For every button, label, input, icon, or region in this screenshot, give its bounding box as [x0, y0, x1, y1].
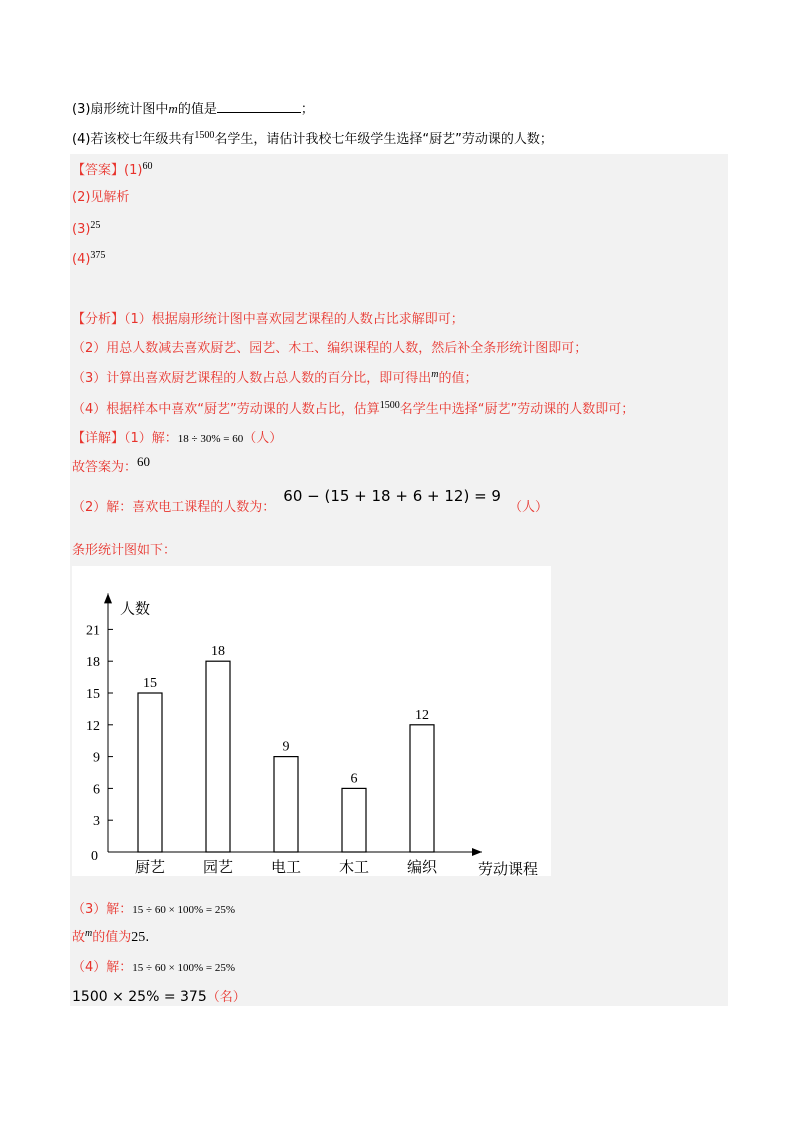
question-4	[72, 130, 553, 151]
y-tick-label: 21	[86, 623, 100, 639]
bar	[410, 725, 434, 852]
analysis-text-2: （2）用总人数减去喜欢厨艺、园艺、木工、编织课程的人数，然后补全条形统计图即可；	[72, 341, 588, 356]
detail-3c-var: m	[85, 928, 93, 939]
analysis-text-4-post: 名学生中选择“厨艺”劳动课的人数即可；	[399, 402, 635, 417]
bar-value-label: 15	[143, 676, 157, 691]
answer-line-1	[72, 161, 152, 182]
detail-2-pre: （2）解：喜欢电工课程的人数为：	[72, 500, 276, 515]
bar	[274, 757, 298, 852]
bar	[206, 661, 230, 852]
detail-4-formula: 15 ÷ 60 × 100% = 25%	[132, 962, 236, 974]
q3-var: m	[168, 101, 178, 116]
y-axis-title: 人数	[120, 601, 151, 618]
detail-line-3	[72, 900, 235, 920]
detail-3-pre: （3）解：	[72, 902, 133, 917]
y-tick-label: 15	[86, 687, 100, 702]
detail-label: 【详解】	[72, 431, 125, 446]
y-tick-label: 3	[93, 814, 100, 830]
answer-line-3	[72, 220, 100, 241]
question-3	[72, 99, 314, 120]
detail-ans-pre: 故答案为：	[72, 460, 138, 475]
analysis-var-m: m	[431, 369, 439, 380]
detail-2-unit: （人）	[508, 500, 548, 515]
y-tick-label: 6	[93, 782, 100, 798]
q4-suffix: 名学生，请估计我校七年级学生选择“厨艺”劳动课的人数；	[214, 132, 553, 147]
detail-line-4b	[72, 987, 246, 1008]
detail-line-1	[72, 429, 282, 449]
q3-prefix: (3)扇形统计图中	[72, 102, 169, 117]
detail-3c-value: 25	[131, 930, 146, 945]
analysis-num-1500: 1500	[379, 400, 400, 411]
x-axis-title: 劳动课程	[478, 862, 539, 876]
bar	[342, 788, 366, 852]
answer-1-tag: (1)	[124, 163, 143, 178]
answer-4-tag: (4)	[72, 252, 91, 267]
detail-line-4	[72, 958, 235, 978]
answer-line-2	[72, 188, 129, 208]
answer-blank	[217, 99, 301, 113]
detail-3-conclusion	[72, 928, 149, 949]
analysis-line-1	[72, 310, 464, 330]
detail-1-unit: （人）	[243, 431, 283, 446]
detail-3c-pre: 故	[72, 930, 86, 945]
q3-suffix: 的值是	[177, 102, 217, 117]
detail-1-pre: （1）解：	[124, 431, 178, 446]
analysis-line-4	[72, 400, 634, 421]
q3-end: ；	[300, 102, 314, 117]
detail-2-formula: 60 − (15 + 18 + 6 + 12) = 9	[283, 487, 501, 505]
detail-3-formula: 15 ÷ 60 × 100% = 25%	[132, 904, 236, 916]
y-tick-label: 9	[93, 750, 100, 766]
answer-3-tag: (3)	[72, 222, 91, 237]
answer-2-text: (2)见解析	[72, 190, 130, 205]
bar-value-label: 9	[282, 739, 290, 755]
bar-chart	[72, 566, 551, 876]
x-category-label: 厨艺	[134, 860, 166, 876]
detail-line-2	[72, 487, 548, 518]
analysis-text-1: （1）根据扇形统计图中喜欢园艺课程的人数占比求解即可；	[124, 312, 464, 327]
y-tick-label: 18	[86, 655, 100, 671]
chart-intro-text: 条形统计图如下：	[72, 543, 177, 558]
y-tick-label: 12	[86, 718, 100, 734]
analysis-text-3-pre: （3）计算出喜欢厨艺课程的人数占总人数的百分比，即可得出	[72, 371, 432, 386]
detail-answer-line	[72, 454, 151, 478]
q4-prefix: (4)若该校七年级共有	[72, 132, 195, 147]
bar-value-label: 6	[350, 771, 358, 787]
bar	[138, 693, 162, 852]
detail-3c-mid: 的值为	[92, 930, 132, 945]
detail-1-formula: 18 ÷ 30% = 60	[177, 433, 244, 445]
x-category-label: 编织	[406, 860, 438, 876]
x-category-label: 木工	[338, 860, 370, 876]
detail-4b-formula: 1500 × 25% = 375	[72, 989, 207, 1005]
q4-num: 1500	[194, 130, 215, 141]
analysis-text-3-post: 的值；	[438, 371, 478, 386]
detail-3c-end: .	[145, 930, 150, 945]
analysis-line-3	[72, 369, 478, 390]
detail-4-pre: （4）解：	[72, 960, 133, 975]
answer-line-4	[72, 250, 105, 271]
analysis-line-2	[72, 339, 587, 359]
chart-intro	[72, 541, 176, 561]
bar-value-label: 12	[415, 707, 429, 723]
detail-ans-value: 60	[137, 454, 151, 469]
answer-label: 【答案】	[72, 163, 125, 178]
answer-4-value: 375	[90, 250, 106, 261]
analysis-text-4-pre: （4）根据样本中喜欢“厨艺”劳动课的人数占比，估算	[72, 402, 380, 417]
detail-4b-unit: （名）	[206, 990, 246, 1005]
answer-1-value: 60	[142, 161, 153, 172]
x-category-label: 电工	[270, 860, 302, 876]
y-tick-label: 0	[91, 849, 98, 864]
analysis-label: 【分析】	[72, 312, 125, 327]
bar-value-label: 18	[211, 644, 225, 660]
answer-3-value: 25	[90, 220, 101, 231]
x-category-label: 园艺	[202, 860, 234, 876]
